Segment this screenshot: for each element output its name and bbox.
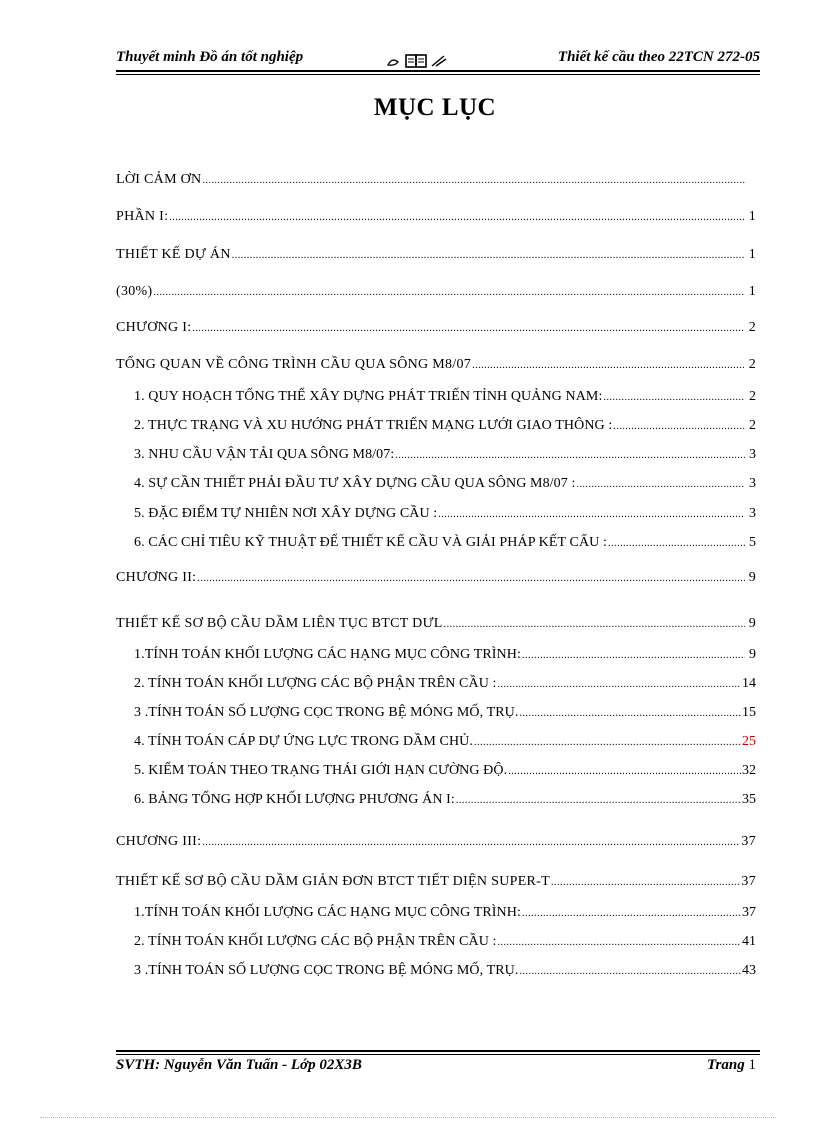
toc-entry[interactable] bbox=[134, 387, 756, 407]
page-title: MỤC LỤC bbox=[373, 94, 497, 121]
toc-entry-page: 32 bbox=[742, 763, 756, 778]
toc-entry[interactable] bbox=[116, 318, 756, 338]
toc-entry[interactable] bbox=[134, 645, 756, 665]
toc-entry-title: 2. THỰC TRẠNG VÀ XU HƯỚNG PHÁT TRIỂN MẠNG LƯỚI GIAO THÔNG : bbox=[134, 418, 613, 433]
toc-entry-title: 3 .TÍNH TOÁN SỐ LƯỢNG CỌC TRONG BỆ MÓNG MỐ, TRỤ. bbox=[134, 963, 519, 978]
toc-dot-leader bbox=[472, 356, 745, 376]
toc-entry-title: (30%) bbox=[116, 284, 153, 299]
toc-dot-leader bbox=[202, 833, 740, 853]
toc-entry-title: 2. TÍNH TOÁN KHỐI LƯỢNG CÁC BỘ PHẬN TRÊN CẦU : bbox=[134, 676, 497, 691]
toc-dot-leader bbox=[202, 171, 745, 191]
toc-entry-title: 6. BẢNG TỔNG HỢP KHỐI LƯỢNG PHƯƠNG ÁN I: bbox=[134, 792, 455, 807]
toc-entry-title: THIẾT KẾ SƠ BỘ CẦU DẦM GIẢN ĐƠN BTCT TIẾT DIỆN SUPER-T bbox=[116, 874, 550, 889]
toc-entry-page: 2 bbox=[749, 389, 756, 404]
toc-entry-title: 2. TÍNH TOÁN KHỐI LƯỢNG CÁC BỘ PHẬN TRÊN CẦU : bbox=[134, 934, 497, 949]
toc-entry-title: PHẦN I: bbox=[116, 209, 169, 224]
toc-entry-page: 1 bbox=[748, 209, 756, 224]
toc-entry-page: 5 bbox=[749, 535, 756, 550]
toc-entry-page: 15 bbox=[742, 705, 756, 720]
book-ornament-icon bbox=[384, 53, 450, 69]
toc-entry[interactable] bbox=[134, 732, 756, 752]
toc-dot-leader bbox=[232, 246, 745, 266]
toc-entry[interactable] bbox=[116, 355, 756, 375]
toc-entry-page: 3 bbox=[749, 476, 756, 491]
toc-dot-leader bbox=[474, 733, 741, 753]
toc-entry[interactable] bbox=[134, 416, 756, 436]
toc-entry-title: 4. SỰ CẦN THIẾT PHẢI ĐẦU TƯ XÂY DỰNG CẦU QUA SÔNG M8/07 : bbox=[134, 476, 576, 491]
toc-entry[interactable] bbox=[134, 932, 756, 952]
toc-entry[interactable] bbox=[116, 170, 756, 190]
footer-student-info: SVTH: Nguyễn Văn Tuấn - Lớp 02X3B bbox=[116, 1057, 362, 1073]
toc-entry-page: 37 bbox=[742, 905, 756, 920]
toc-entry-page: 41 bbox=[742, 934, 756, 949]
toc-entry[interactable] bbox=[116, 245, 756, 265]
toc-entry[interactable] bbox=[116, 832, 756, 852]
toc-entry-title: CHƯƠNG I: bbox=[116, 320, 192, 335]
toc-dot-leader bbox=[444, 615, 745, 635]
toc-entry-page: 37 bbox=[741, 834, 756, 849]
toc-entry[interactable] bbox=[134, 961, 756, 981]
toc-dot-leader bbox=[169, 208, 745, 228]
toc-dot-leader bbox=[551, 873, 740, 893]
toc-entry-page: 9 bbox=[749, 647, 756, 662]
toc-dot-leader bbox=[395, 446, 745, 466]
page-footer bbox=[116, 1057, 756, 1079]
toc-entry[interactable] bbox=[134, 533, 756, 553]
toc-entry[interactable] bbox=[134, 504, 756, 524]
toc-entry-title: THIẾT KẾ DỰ ÁN bbox=[116, 247, 231, 262]
toc-entry-page: 43 bbox=[742, 963, 756, 978]
toc-entry-page: 9 bbox=[748, 616, 756, 631]
toc-entry-page: 14 bbox=[742, 676, 756, 691]
toc-entry-title: CHƯƠNG II: bbox=[116, 570, 197, 585]
header-right-text: Thiết kế cầu theo 22TCN 272-05 bbox=[557, 49, 760, 65]
toc-dot-leader bbox=[519, 962, 741, 982]
header-left-text: Thuyết minh Đồ án tốt nghiệp bbox=[116, 49, 304, 65]
toc-entry-page: 3 bbox=[749, 506, 756, 521]
toc-entry-page: 35 bbox=[742, 792, 756, 807]
toc-entry-title: 5. ĐẶC ĐIỂM TỰ NHIÊN NƠI XÂY DỰNG CẦU : bbox=[134, 506, 438, 521]
toc-entry[interactable] bbox=[134, 703, 756, 723]
toc-dot-leader bbox=[192, 319, 745, 339]
toc-entry[interactable] bbox=[116, 872, 756, 892]
footer-page bbox=[707, 1057, 756, 1074]
toc-entry[interactable] bbox=[116, 614, 756, 634]
toc-dot-leader bbox=[522, 646, 745, 666]
toc-entry-page: 1 bbox=[748, 247, 756, 262]
toc-entry-title: TỔNG QUAN VỀ CÔNG TRÌNH CẦU QUA SÔNG M8/07 bbox=[116, 357, 472, 372]
toc-dot-leader bbox=[576, 475, 745, 495]
page-edge-dotted-line bbox=[40, 1117, 776, 1118]
footer-page-number: 1 bbox=[748, 1057, 756, 1073]
toc-entry-page: 2 bbox=[748, 320, 756, 335]
toc-entry-page: 3 bbox=[749, 447, 756, 462]
toc-dot-leader bbox=[197, 569, 745, 589]
toc-entry[interactable] bbox=[134, 790, 756, 810]
toc-entry[interactable] bbox=[134, 474, 756, 494]
toc-dot-leader bbox=[438, 505, 745, 525]
toc-entry[interactable] bbox=[116, 282, 756, 302]
footer-page-label: Trang bbox=[706, 1057, 745, 1073]
toc-entry-page: 2 bbox=[749, 418, 756, 433]
page-header bbox=[116, 47, 760, 71]
toc-entry[interactable] bbox=[116, 207, 756, 227]
toc-entry-page: 9 bbox=[748, 570, 756, 585]
toc-entry-title: 3. NHU CẦU VẬN TẢI QUA SÔNG M8/07: bbox=[134, 447, 395, 462]
toc-dot-leader bbox=[154, 283, 746, 303]
header-rule bbox=[116, 70, 760, 75]
toc-dot-leader bbox=[613, 417, 745, 437]
toc-dot-leader bbox=[508, 762, 741, 782]
toc-entry-title: CHƯƠNG III: bbox=[116, 834, 202, 849]
toc-entry[interactable] bbox=[134, 761, 756, 781]
toc-entry-title: 6. CÁC CHỈ TIÊU KỸ THUẬT ĐỂ THIẾT KẾ CẦU VÀ GIẢI PHÁP KẾT CẤU : bbox=[134, 535, 607, 550]
toc-entry[interactable] bbox=[116, 568, 756, 588]
footer-rule bbox=[116, 1050, 760, 1055]
toc-entry-page: 37 bbox=[741, 874, 756, 889]
toc-entry-title: 1.TÍNH TOÁN KHỐI LƯỢNG CÁC HẠNG MỤC CÔNG TRÌNH: bbox=[134, 905, 521, 920]
toc-entry-page: 25 bbox=[742, 734, 756, 749]
toc-dot-leader bbox=[519, 704, 741, 724]
toc-entry-title: LỜI CẢM ƠN bbox=[116, 172, 202, 187]
toc-entry[interactable] bbox=[134, 903, 756, 923]
toc-dot-leader bbox=[498, 933, 742, 953]
toc-entry-title: THIẾT KẾ SƠ BỘ CẦU DẦM LIÊN TỤC BTCT DƯL bbox=[116, 616, 443, 631]
toc-entry[interactable] bbox=[134, 674, 756, 694]
toc-entry[interactable] bbox=[134, 445, 756, 465]
toc-entry-title: 1. QUY HOẠCH TỔNG THỂ XÂY DỰNG PHÁT TRIỂN TỈNH QUẢNG NAM: bbox=[134, 389, 603, 404]
toc-dot-leader bbox=[522, 904, 741, 924]
toc-entry-title: 5. KIỂM TOÁN THEO TRẠNG THÁI GIỚI HẠN CƯỜNG ĐỘ. bbox=[134, 763, 508, 778]
toc-dot-leader bbox=[456, 791, 741, 811]
toc-dot-leader bbox=[608, 534, 745, 554]
toc-entry-page: 2 bbox=[748, 357, 756, 372]
toc-entry-title: 4. TÍNH TOÁN CÁP DỰ ỨNG LỰC TRONG DẦM CHỦ. bbox=[134, 734, 473, 749]
toc-entry-page: 1 bbox=[748, 284, 756, 299]
toc-entry-title: 3 .TÍNH TOÁN SỐ LƯỢNG CỌC TRONG BỆ MÓNG MỐ, TRỤ. bbox=[134, 705, 519, 720]
toc-dot-leader bbox=[498, 675, 742, 695]
toc-dot-leader bbox=[603, 388, 745, 408]
toc-entry-title: 1.TÍNH TOÁN KHỐI LƯỢNG CÁC HẠNG MỤC CÔNG TRÌNH: bbox=[134, 647, 521, 662]
